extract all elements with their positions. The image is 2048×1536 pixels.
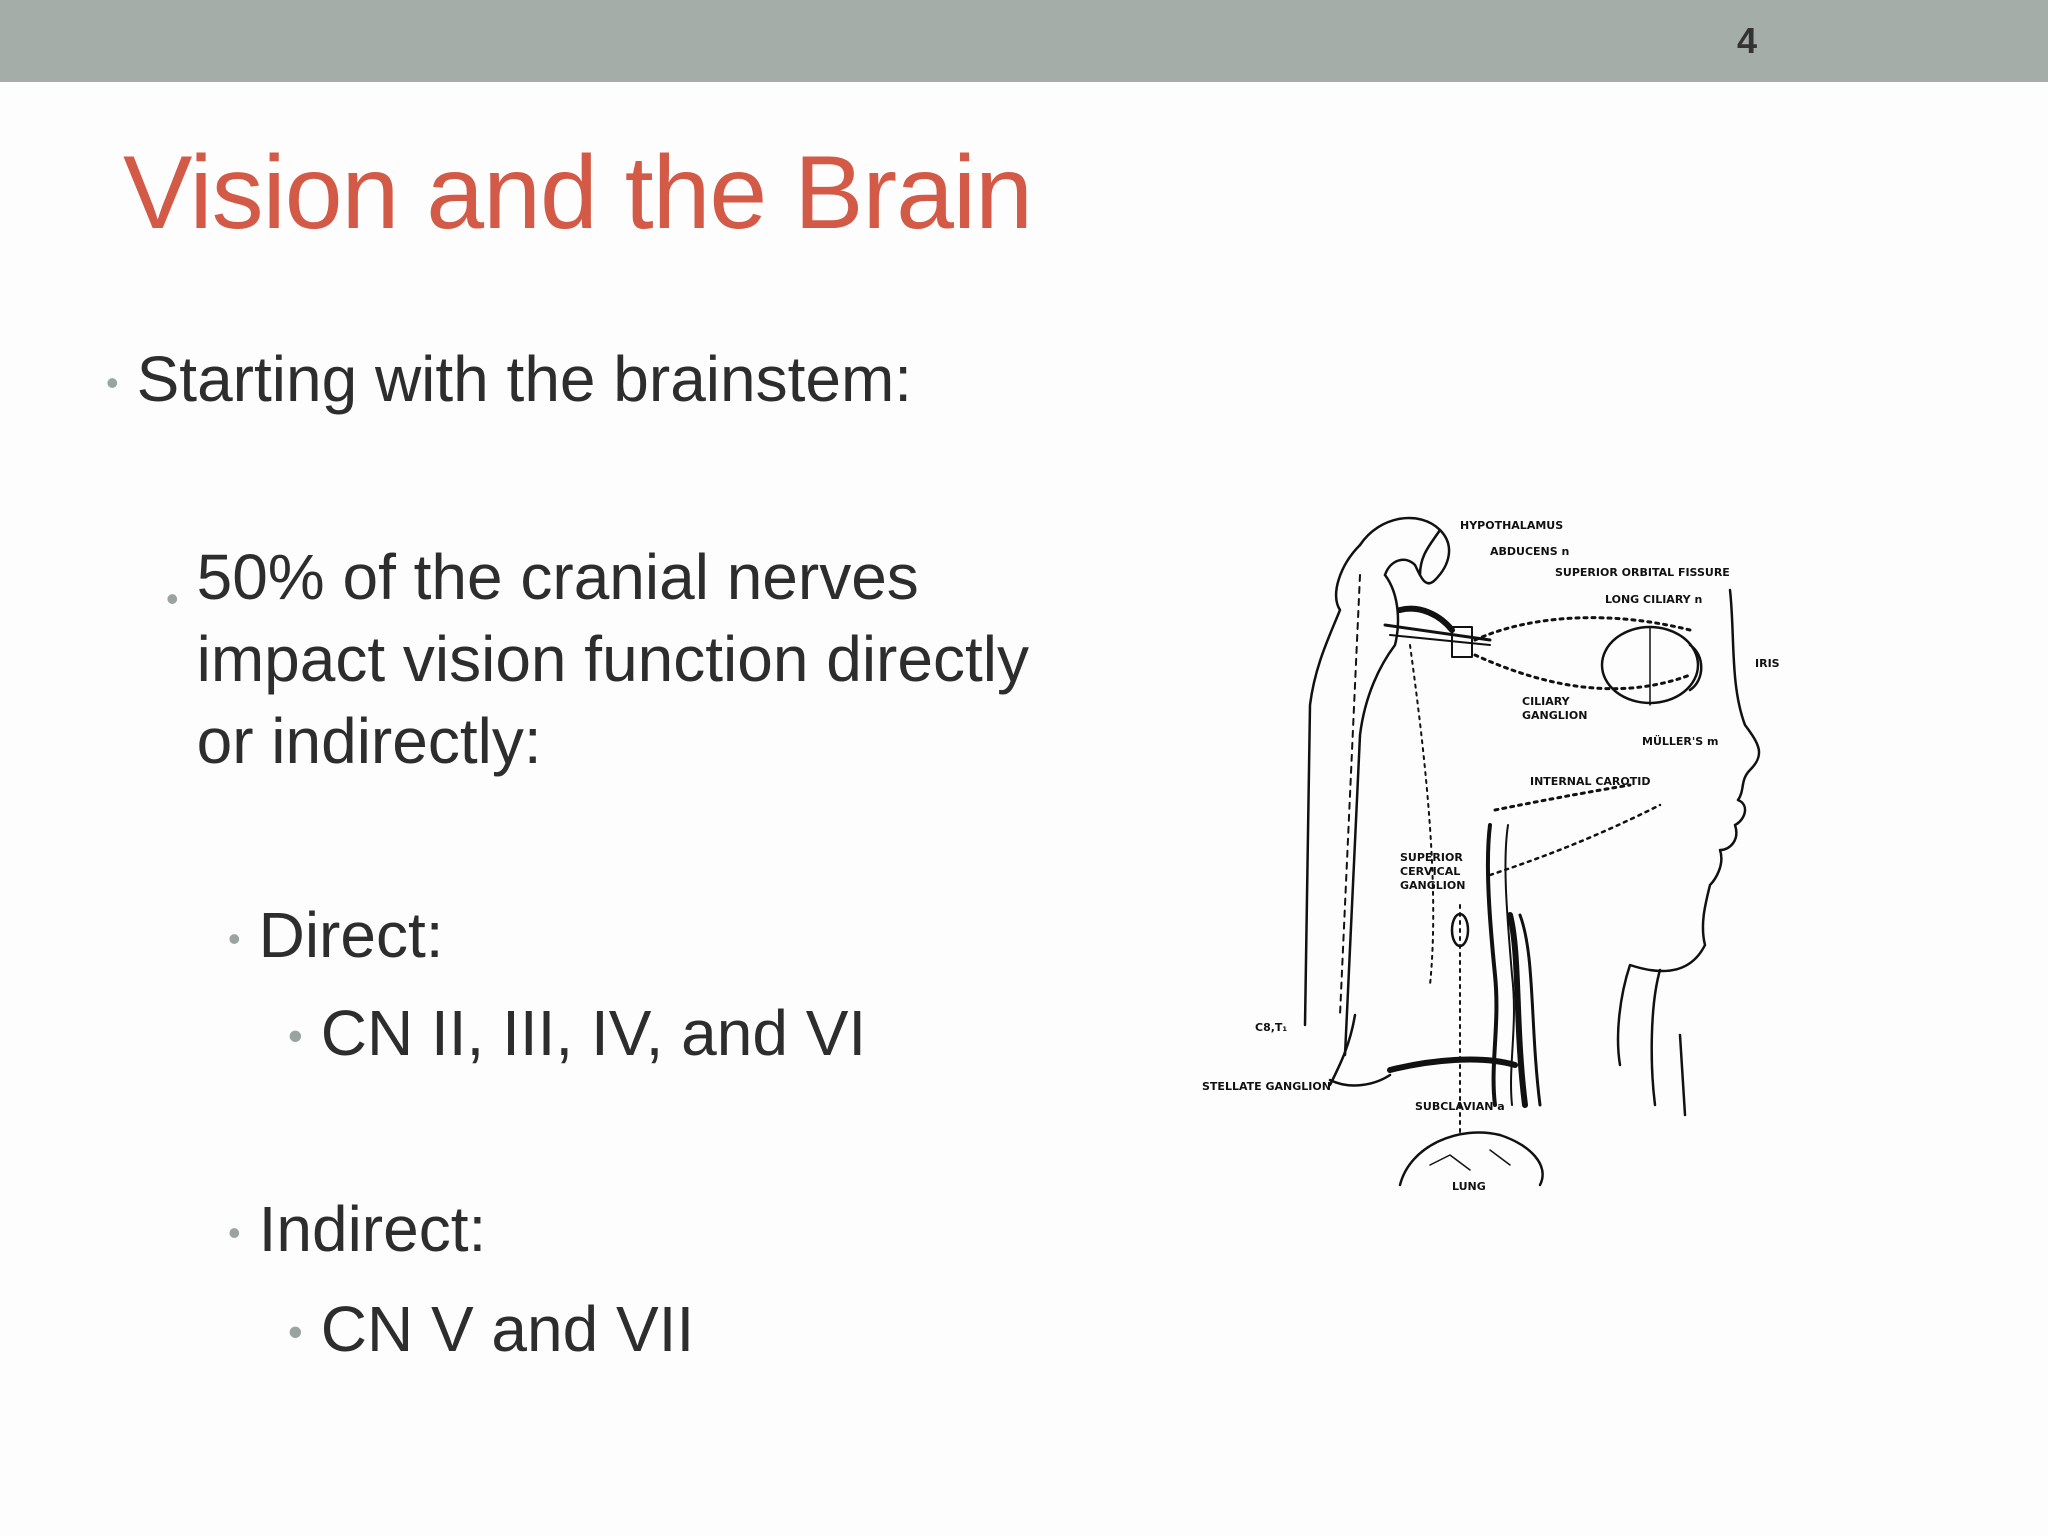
header-bar	[0, 0, 2048, 82]
bullet-dot-icon: •	[288, 1308, 303, 1355]
bullet-dot-icon: •	[106, 362, 119, 403]
slide-title: Vision and the Brain	[123, 135, 1032, 251]
label-hypothalamus: HYPOTHALAMUS	[1460, 519, 1564, 532]
sympathetic-pathway-diagram	[1190, 505, 1790, 1205]
bullet-item	[228, 898, 444, 972]
bullet-text: 50% of the cranial nerves impact vision function directly or indirectly:	[196, 541, 1029, 777]
bullet-text: CN II, III, IV, and VI	[320, 997, 867, 1069]
label-cervical: CERVICAL	[1400, 865, 1461, 878]
bullet-item	[228, 1192, 486, 1266]
bullet-dot-icon: •	[228, 918, 241, 959]
bullet-dot-icon: •	[166, 578, 179, 619]
bullet-dot-icon: •	[228, 1212, 241, 1253]
anatomy-illustration	[1190, 505, 1790, 1205]
bullet-item	[166, 536, 1097, 782]
bullet-text: Indirect:	[258, 1193, 487, 1265]
bullet-item	[106, 342, 912, 416]
label-long-ciliary: LONG CILIARY n	[1605, 593, 1703, 606]
bullet-item	[288, 1292, 694, 1366]
label-stellate-ganglion: STELLATE GANGLION	[1202, 1080, 1331, 1093]
bullet-text: Starting with the brainstem:	[136, 343, 913, 415]
label-iris: IRIS	[1755, 657, 1780, 670]
label-ganglion-2: GANGLION	[1400, 879, 1466, 892]
bullet-dot-icon: •	[288, 1012, 303, 1059]
label-lung: LUNG	[1452, 1180, 1486, 1193]
label-superior: SUPERIOR	[1400, 851, 1463, 864]
label-c8-t1: C8,T₁	[1255, 1021, 1288, 1034]
bullet-text: Direct:	[258, 899, 444, 971]
bullet-text: CN V and VII	[320, 1293, 695, 1365]
label-subclavian: SUBCLAVIAN a	[1415, 1100, 1505, 1113]
label-superior-orbital-fissure: SUPERIOR ORBITAL FISSURE	[1555, 566, 1730, 579]
slide-number: 4	[1736, 20, 1757, 61]
label-mullers: MÜLLER'S m	[1642, 735, 1719, 748]
label-abducens: ABDUCENS n	[1490, 545, 1570, 558]
label-internal-carotid: INTERNAL CAROTID	[1530, 775, 1651, 788]
bullet-item	[288, 996, 866, 1070]
label-ciliary: CILIARY	[1522, 695, 1570, 708]
label-ganglion: GANGLION	[1522, 709, 1588, 722]
